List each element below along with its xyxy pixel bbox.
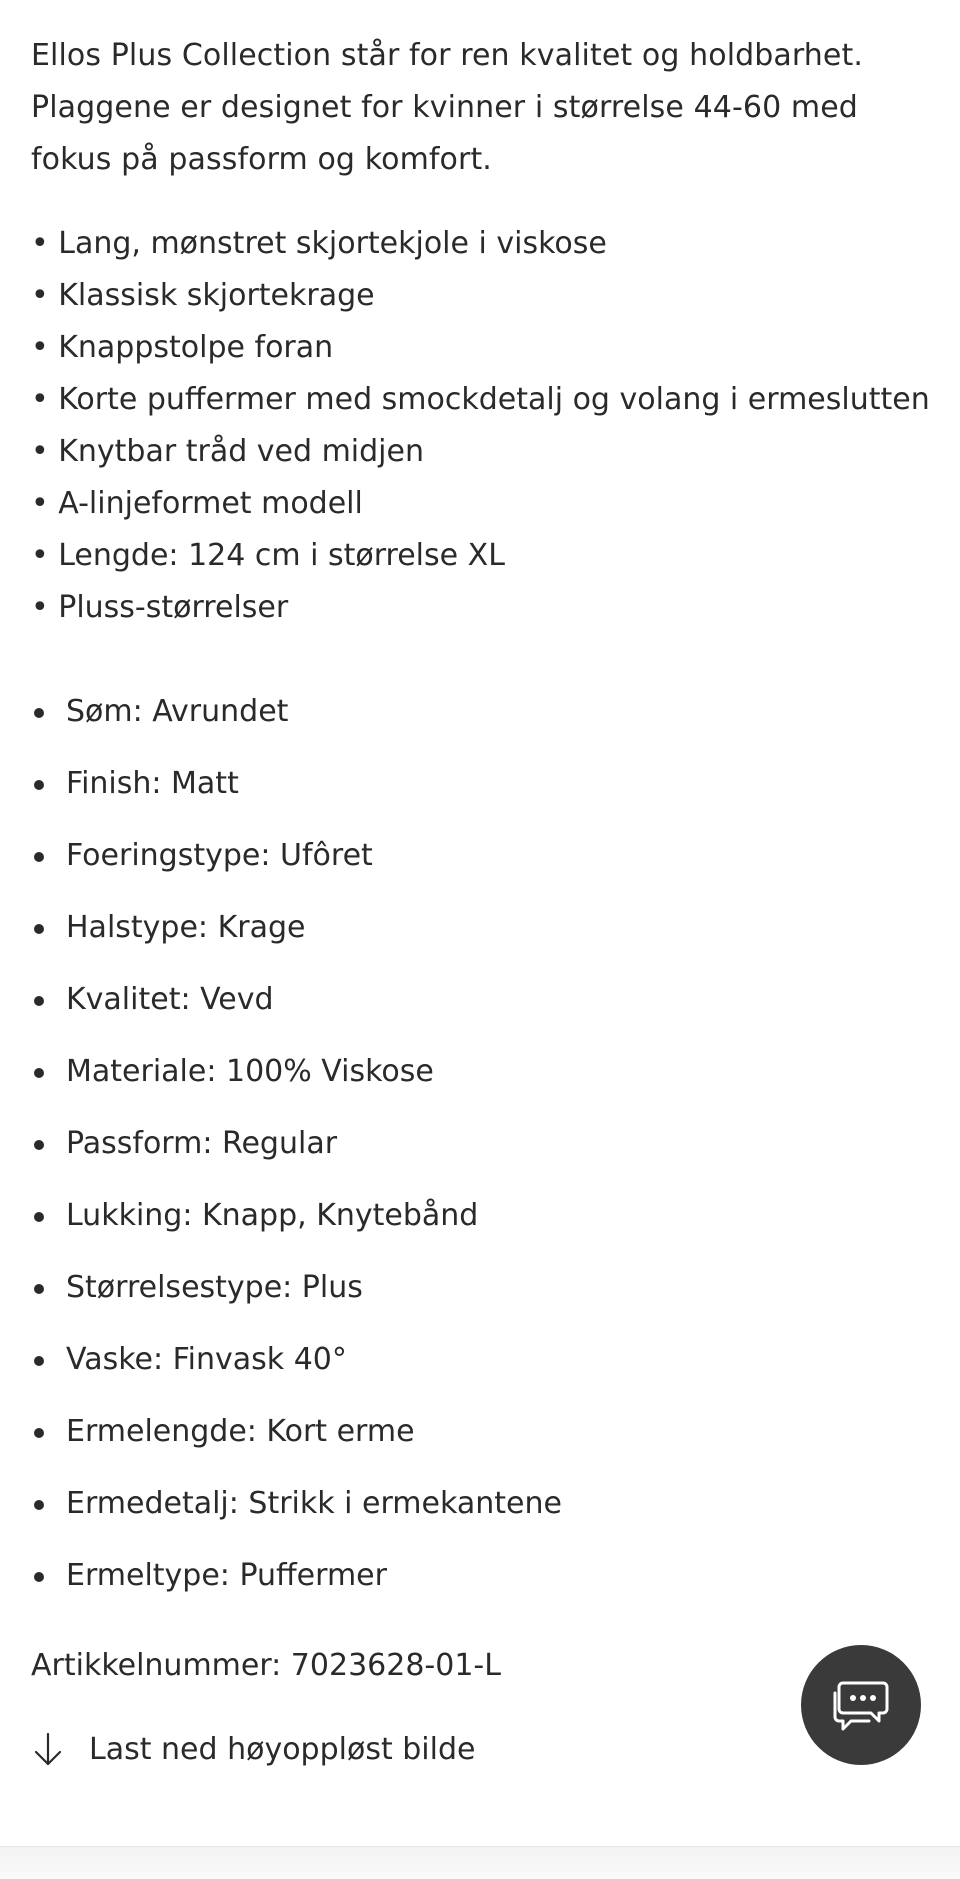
spec-item [31, 1556, 931, 1628]
spec-item [31, 1124, 931, 1196]
spec-item [31, 1412, 931, 1484]
chat-bubbles-icon [829, 1677, 893, 1733]
feature-item: • Knappstolpe foran [31, 330, 334, 365]
spec-text: Passform: Regular [66, 1126, 338, 1161]
bullet-icon [34, 1500, 44, 1510]
feature-item: • A-linjeformet modell [31, 486, 363, 521]
spec-list [31, 692, 931, 1628]
arrow-down-icon [31, 1730, 65, 1770]
product-description [31, 30, 931, 1770]
bullet-icon [34, 924, 44, 934]
spec-text: Finish: Matt [66, 766, 239, 801]
bullet-icon [34, 1428, 44, 1438]
spec-text: Lukking: Knapp, Knytebånd [66, 1198, 479, 1233]
bottom-bar [0, 1846, 960, 1879]
feature-item: • Lang, mønstret skjortekjole i viskose [31, 226, 607, 261]
spec-text: Ermelengde: Kort erme [66, 1414, 415, 1449]
spec-text: Kvalitet: Vevd [66, 982, 274, 1017]
feature-item: • Lengde: 124 cm i størrelse XL [31, 538, 505, 573]
spec-text: Størrelsestype: Plus [66, 1270, 363, 1305]
spec-item [31, 1340, 931, 1412]
spec-text: Søm: Avrundet [66, 694, 289, 729]
download-image-link[interactable] [31, 1730, 931, 1770]
spec-text: Halstype: Krage [66, 910, 306, 945]
intro-text: Ellos Plus Collection står for ren kvalitet og holdbarhet. Plaggene er designet for kvinner i størrelse 44-60 med fokus på passform og komfort. [31, 38, 863, 177]
feature-item: • Knytbar tråd ved midjen [31, 434, 424, 469]
spec-item [31, 836, 931, 908]
chat-button[interactable] [801, 1645, 921, 1765]
spec-item [31, 1484, 931, 1556]
feature-list [31, 218, 931, 634]
spec-text: Ermeltype: Puffermer [66, 1558, 387, 1593]
bullet-icon [34, 1572, 44, 1582]
spec-item [31, 692, 931, 764]
bullet-icon [34, 780, 44, 790]
article-number: Artikkelnummer: 7023628-01-L [31, 1648, 501, 1683]
bullet-icon [34, 852, 44, 862]
download-label: Last ned høyoppløst bilde [89, 1732, 476, 1767]
feature-item: • Korte puffermer med smockdetalj og volang i ermeslutten [31, 382, 930, 417]
feature-item: • Klassisk skjortekrage [31, 278, 375, 313]
bullet-icon [34, 1140, 44, 1150]
spec-text: Materiale: 100% Viskose [66, 1054, 434, 1089]
feature-item: • Pluss-størrelser [31, 590, 289, 625]
bullet-icon [34, 1068, 44, 1078]
spec-text: Vaske: Finvask 40° [66, 1342, 347, 1377]
spec-item [31, 980, 931, 1052]
bullet-icon [34, 1284, 44, 1294]
spec-text: Foeringstype: Ufôret [66, 838, 373, 873]
bullet-icon [34, 1212, 44, 1222]
spec-item [31, 908, 931, 980]
spec-item [31, 1196, 931, 1268]
spec-text: Ermedetalj: Strikk i ermekantene [66, 1486, 562, 1521]
spec-item [31, 1052, 931, 1124]
spec-item [31, 764, 931, 836]
bullet-icon [34, 708, 44, 718]
bullet-icon [34, 1356, 44, 1366]
spec-item [31, 1268, 931, 1340]
bullet-icon [34, 996, 44, 1006]
